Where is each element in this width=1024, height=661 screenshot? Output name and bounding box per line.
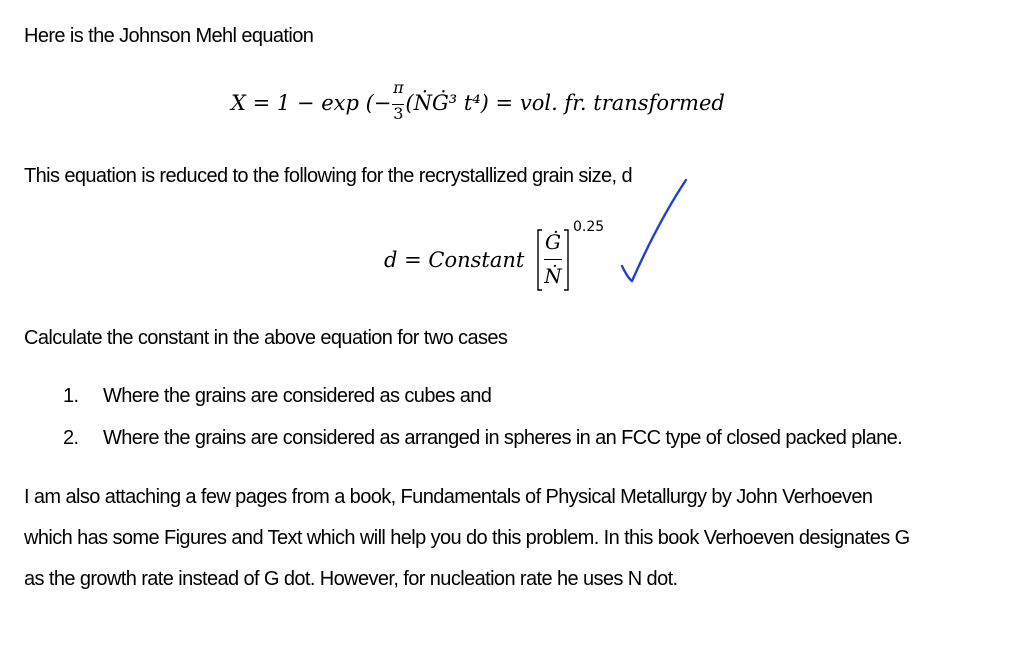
list-item-text: Where the grains are considered as arranged in spheres in an FCC type of closed packed plane.: [103, 427, 903, 449]
grain-size-equation-lhs: d = Constant: [384, 248, 525, 272]
list-item-number: 2.: [63, 427, 79, 449]
pi-over-three-fraction: [391, 77, 405, 123]
list-item-number: 1.: [63, 385, 79, 407]
fraction-denominator: 3: [393, 103, 404, 123]
ratio-bar: [544, 259, 562, 260]
calculate-text: Calculate the constant in the above equation for two cases: [24, 327, 508, 349]
list-item-text: Where the grains are considered as cubes and: [103, 385, 492, 407]
equation-middle: (ṄĠ³ t⁴) =: [405, 91, 514, 115]
intro-text: Here is the Johnson Mehl equation: [24, 25, 314, 47]
paragraph-line: which has some Figures and Text which will help you do this problem. In this book Verhoeven designates G: [24, 527, 910, 549]
handwritten-checkmark-icon: [612, 170, 692, 290]
paragraph-line: I am also attaching a few pages from a book, Fundamentals of Physical Metallurgy by John Verhoeven: [24, 486, 873, 508]
reduced-equation-text: This equation is reduced to the following for the recrystallized grain size, d: [24, 165, 632, 187]
fraction-numerator: π: [393, 77, 404, 97]
equation-lhs: X = 1 − exp (−: [231, 91, 392, 115]
nucleation-rate-symbol: Ṅ: [544, 264, 562, 288]
equation-rhs: vol. fr. transformed: [519, 91, 725, 115]
growth-rate-symbol: Ġ: [545, 230, 561, 254]
exponent: 0.25: [573, 219, 605, 235]
bracket-fraction: [536, 228, 570, 292]
johnson-mehl-equation: [231, 77, 725, 123]
paragraph-line: as the growth rate instead of G dot. However, for nucleation rate he uses N dot.: [24, 568, 678, 590]
